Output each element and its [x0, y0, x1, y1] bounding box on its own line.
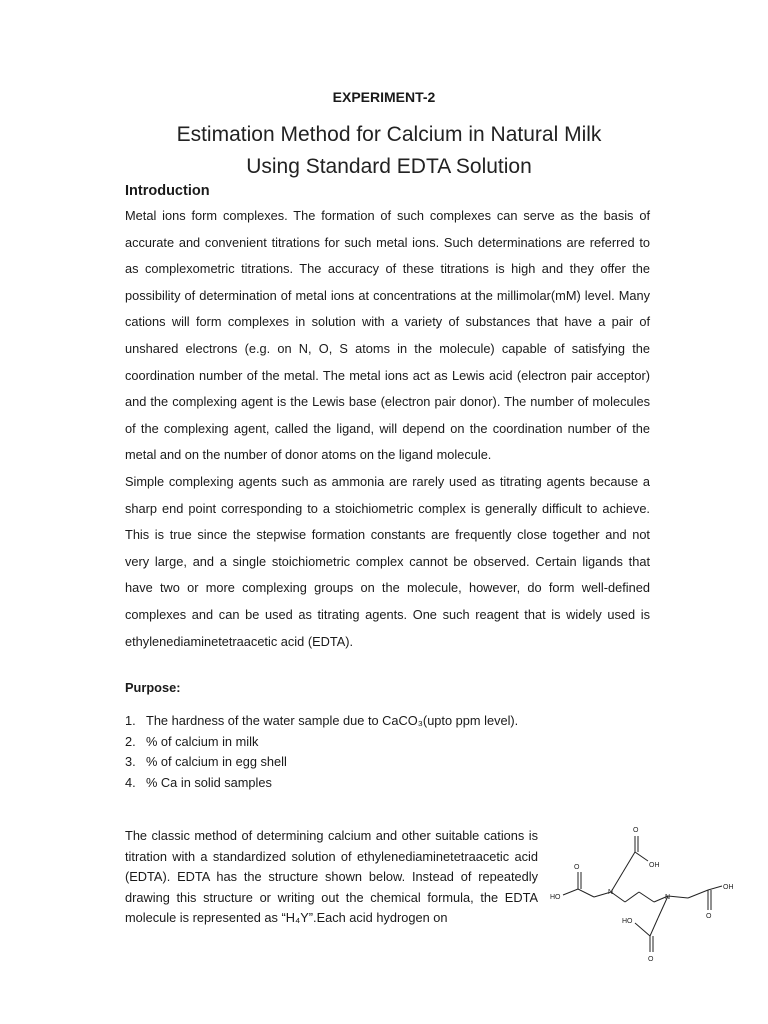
hydroxyl-label-bottom: HO [622, 918, 633, 925]
edta-bonds [563, 836, 722, 952]
list-item [125, 711, 625, 732]
introduction-heading: Introduction [125, 183, 210, 199]
oxygen-label-bottom: O [648, 956, 654, 963]
oxygen-label-left: O [574, 864, 580, 871]
intro-paragraph-1: Metal ions form complexes. The formation of such complexes can serve as the basis of accurate and convenient titrations for such metal ions. Such determinations are referred to as complexometric titrations. The accuracy of these titrations is high and they offer the possibility of determination of metal ions at concentrations at the millimolar(mM) level. Many cations will form complexes in solution with a variety of substances that have a pair of unshared electrons (e.g. on N, O, S atoms in the molecule) capable of satisfying the coordination number of the metal. The metal ions act as Lewis acid (electron pair acceptor) and the complexing agent is the Lewis base (electron pair donor). The number of molecules of the complexing agent, called the ligand, will depend on the coordination number of the metal and on the number of donor atoms on the ligand molecule. [125, 208, 650, 463]
nitrogen-label-left: N [608, 889, 614, 896]
purpose-list [125, 711, 625, 793]
experiment-label: EXPERIMENT-2 [332, 89, 436, 105]
list-item [125, 773, 625, 794]
hydroxyl-label-right: OH [723, 884, 734, 891]
hydroxyl-label-left: HO [550, 894, 561, 901]
oxygen-label-right: O [706, 913, 712, 920]
purpose-heading: Purpose: [125, 680, 181, 695]
nitrogen-label-right: N [665, 894, 671, 901]
list-text: % of calcium in milk [146, 733, 259, 749]
list-item [125, 732, 625, 753]
list-number: 1. [125, 713, 136, 728]
list-number: 3. [125, 754, 136, 769]
title-line-2: Using Standard EDTA Solution [246, 155, 532, 178]
intro-paragraph-2: Simple complexing agents such as ammonia are rarely used as titrating agents because a sharp end point corresponding to a stoichiometric complex is generally difficult to achieve. This is true since the stepwise formation constants are frequently close together and not very large, and a single stoichiometric complex cannot be observed. Certain ligands that have two or more complexing groups on the molecule, however, do form well-defined complexes and can be used as titrating agents. One such reagent that is widely used is ethylenediaminetetraacetic acid (EDTA). [125, 473, 650, 649]
list-text: % of calcium in egg shell [146, 754, 287, 769]
classic-method-paragraph: The classic method of determining calcium and other suitable cations is titration with a standardized solution of ethylenediaminetetraacetic acid (EDTA). EDTA has the structure shown below. Instead of repeatedly drawing this structure or writing out the chemical formula, the EDTA molecule is represented as “H₄Y”.Each acid hydrogen on [125, 828, 538, 926]
oxygen-label-top: O [633, 827, 639, 834]
list-number: 2. [125, 733, 136, 749]
list-text: The hardness of the water sample due to CaCO₃(upto ppm level). [146, 713, 519, 728]
list-text: % Ca in solid samples [146, 774, 272, 790]
list-number: 4. [125, 774, 136, 790]
hydroxyl-label-top: OH [649, 862, 660, 869]
document-title [0, 119, 768, 183]
edta-structure-diagram [545, 822, 745, 967]
list-item [125, 752, 625, 773]
title-line-1: Estimation Method for Calcium in Natural Milk [176, 123, 602, 146]
introduction-body [125, 203, 650, 655]
